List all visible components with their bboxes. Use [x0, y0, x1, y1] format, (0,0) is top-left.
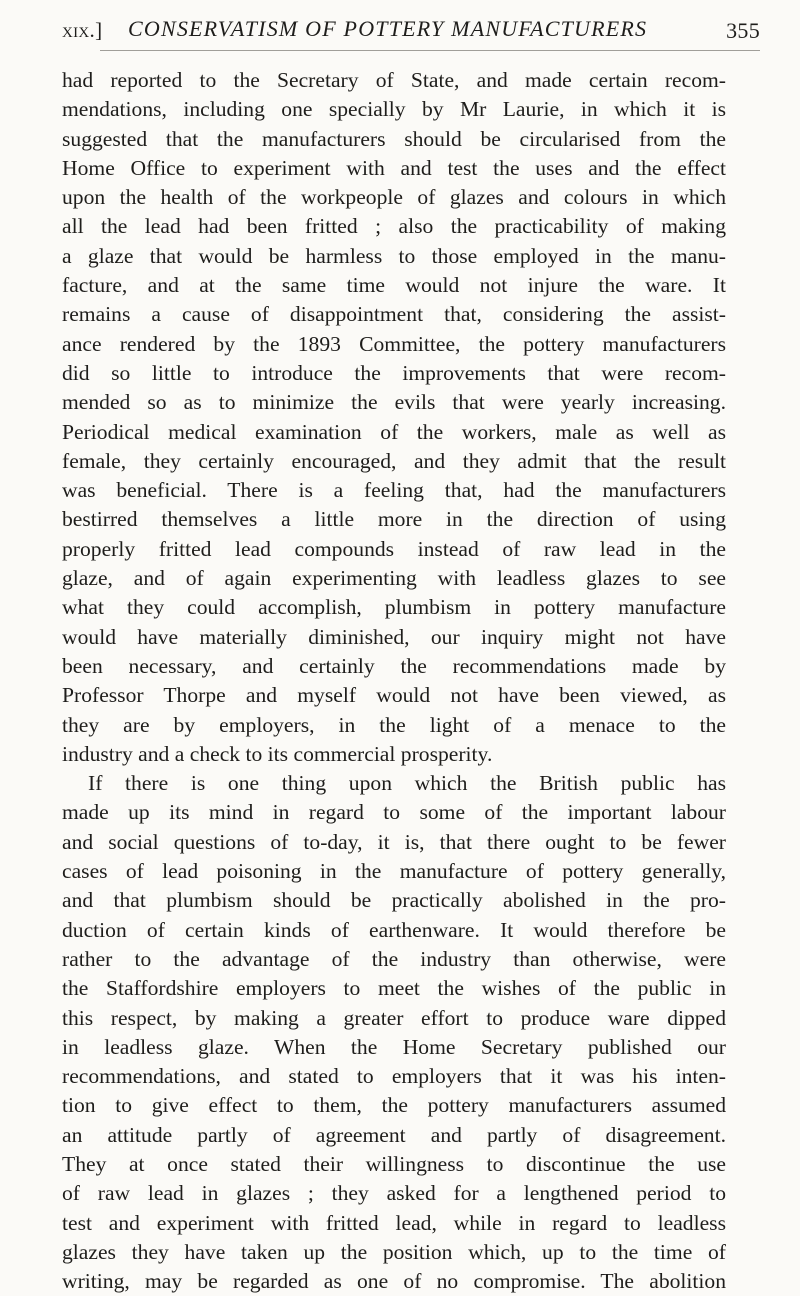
header-rule — [100, 50, 760, 51]
text-line: did so little to introduce the improvements that were recom- — [62, 360, 726, 385]
text-line: mended so as to minimize the evils that were yearly increasing. — [62, 390, 726, 415]
text-line: recommendations, and stated to employers that it was his inten- — [62, 1064, 726, 1089]
running-head — [62, 16, 762, 50]
text-line: and that plumbism should be practically abolished in the pro- — [62, 888, 726, 913]
text-line: and social questions of to-day, it is, that there ought to be fewer — [62, 829, 726, 854]
text-line: had reported to the Secretary of State, and made certain recom- — [62, 68, 726, 92]
text-line: a glaze that would be harmless to those employed in the manu- — [62, 243, 726, 268]
text-line: female, they certainly encouraged, and they admit that the result — [62, 448, 726, 473]
page-number: 355 — [726, 18, 760, 43]
text-line: what they could accomplish, plumbism in pottery manufacture — [62, 595, 726, 620]
text-line: facture, and at the same time would not injure the ware. It — [62, 273, 726, 298]
text-line: ance rendered by the 1893 Committee, the pottery manufacturers — [62, 331, 726, 356]
paragraph-start-line: If there is one thing upon which the British public has — [88, 771, 726, 796]
text-line: duction of certain kinds of earthenware. It would therefore be — [62, 917, 726, 942]
text-line: tion to give effect to them, the pottery manufacturers assumed — [62, 1093, 726, 1118]
text-line: cases of lead poisoning in the manufacture of pottery generally, — [62, 859, 726, 884]
chapter-number: xix.] — [62, 18, 103, 42]
text-line: properly fritted lead compounds instead of raw lead in the — [62, 536, 726, 561]
text-line: would have materially diminished, our inquiry might not have — [62, 624, 726, 649]
text-line: rather to the advantage of the industry than otherwise, were — [62, 946, 726, 971]
text-line: made up its mind in regard to some of the important labour — [62, 800, 726, 825]
text-line: glaze, and of again experimenting with leadless glazes to see — [62, 566, 726, 591]
text-line: test and experiment with fritted lead, while in regard to leadless — [62, 1210, 726, 1235]
text-line: an attitude partly of agreement and partly of disagreement. — [62, 1122, 726, 1147]
text-line: upon the health of the workpeople of glazes and colours in which — [62, 185, 726, 210]
text-line: remains a cause of disappointment that, considering the assist- — [62, 302, 726, 327]
text-line: the Staffordshire employers to meet the wishes of the public in — [62, 976, 726, 1001]
text-line: suggested that the manufacturers should be circularised from the — [62, 126, 726, 151]
text-line: in leadless glaze. When the Home Secretary published our — [62, 1034, 726, 1059]
text-line: Periodical medical examination of the workers, male as well as — [62, 419, 726, 444]
text-line: mendations, including one specially by Mr Laurie, in which it is — [62, 97, 726, 122]
text-line: They at once stated their willingness to discontinue the use — [62, 1151, 726, 1176]
paragraph-end-line: industry and a check to its commercial prosperity. — [62, 741, 493, 766]
text-line: was beneficial. There is a feeling that, had the manufacturers — [62, 478, 726, 503]
running-title: CONSERVATISM OF POTTERY MANUFACTURERS — [128, 16, 648, 41]
text-line: all the lead had been fritted ; also the practicability of making — [62, 214, 726, 239]
text-line: glazes they have taken up the position which, up to the time of — [62, 1239, 726, 1264]
text-line: been necessary, and certainly the recommendations made by — [62, 653, 726, 678]
text-line: bestirred themselves a little more in the direction of using — [62, 507, 726, 532]
text-line: Home Office to experiment with and test the uses and the effect — [62, 155, 726, 180]
body-text — [62, 66, 726, 1296]
text-line: they are by employers, in the light of a menace to the — [62, 712, 726, 737]
text-line: this respect, by making a greater effort to produce ware dipped — [62, 1005, 726, 1030]
text-line: of raw lead in glazes ; they asked for a lengthened period to — [62, 1181, 726, 1206]
text-line: Professor Thorpe and myself would not have been viewed, as — [62, 683, 726, 708]
text-line: writing, may be regarded as one of no compromise. The abolition — [62, 1269, 726, 1294]
